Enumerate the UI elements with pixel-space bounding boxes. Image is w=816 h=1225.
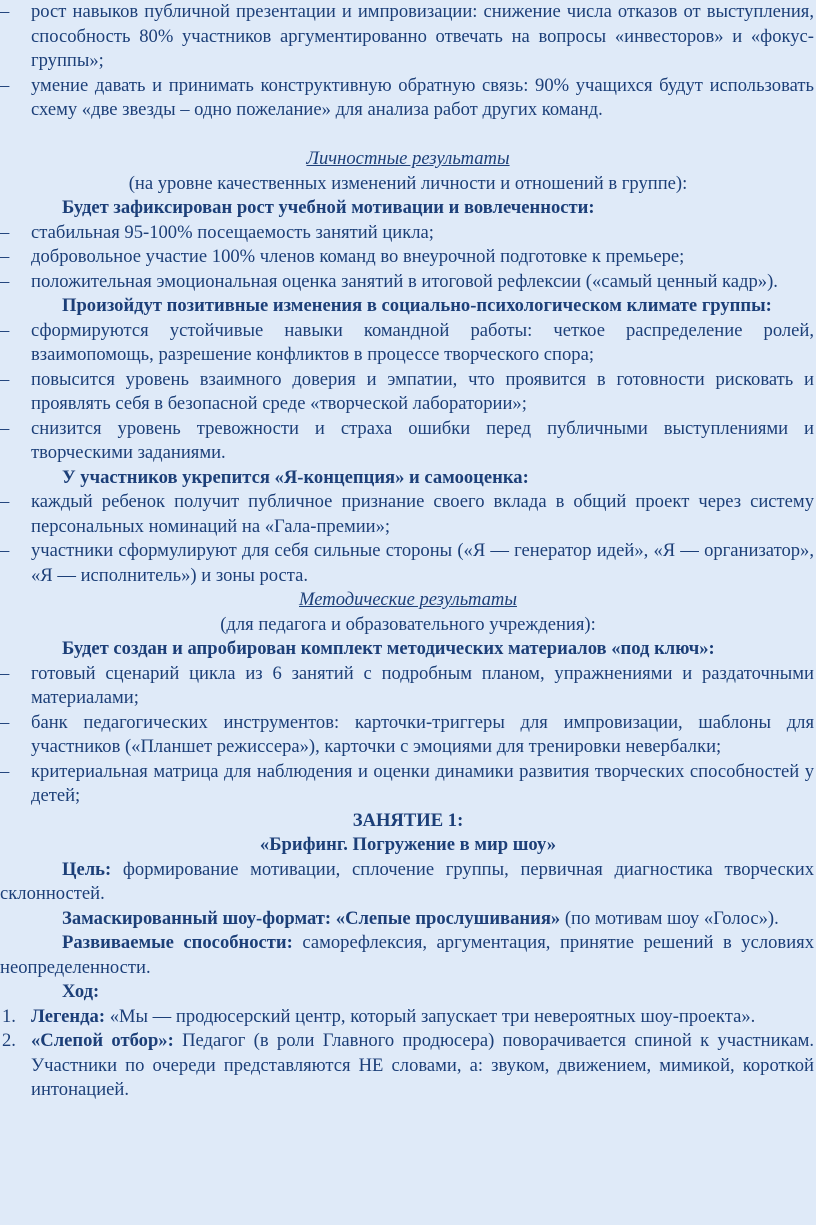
section-heading-methodical: Методические результаты — [299, 589, 517, 610]
dash-marker: – — [0, 540, 10, 561]
methodical-list — [0, 662, 816, 809]
block-title-climate: Произойдут позитивные изменения в социально-психологическом климате группы: — [62, 295, 772, 316]
list-item: – критериальная матрица для наблюдения и оценки динамики развития творческих способностей у детей; — [0, 760, 814, 806]
format-name: «Слепые прослушивания» — [331, 907, 561, 929]
skills-text: саморефлексия, аргументация, принятие решений в условиях неопределенности. — [0, 932, 814, 978]
dash-marker: – — [0, 221, 10, 243]
list-item: – участники сформулируют для себя сильные стороны («Я — генератор идей», «Я — организатор», «Я — исполнитель») и зоны роста. — [0, 540, 814, 586]
dash-marker: – — [0, 760, 10, 782]
lesson-course-label: Ход: — [62, 981, 100, 1002]
goal-text: формирование мотивации, сплочение группы, первичная диагностика творческих склонностей. — [0, 858, 814, 904]
section-subheading-methodical: (для педагога и образовательного учреждения): — [220, 613, 596, 635]
list-item: – банк педагогических инструментов: карточки-триггеры для импровизации, шаблоны для участников («Планшет режиссера»), карточки с эмоциями для тренировки невербалки; — [0, 711, 814, 757]
dash-marker: – — [0, 319, 10, 341]
format-text: (по мотивам шоу «Голос»). — [560, 907, 779, 929]
dash-marker: – — [0, 417, 10, 439]
motivation-list — [0, 221, 816, 295]
dash-marker: – — [0, 1, 10, 22]
self-concept-list — [0, 490, 816, 588]
list-item: – стабильная 95-100% посещаемость занятий цикла; — [0, 221, 816, 246]
lesson-goal — [0, 858, 816, 907]
dash-marker: – — [0, 711, 10, 733]
lesson-steps — [0, 1005, 816, 1103]
block-title-methodical: Будет создан и апробирован комплект методических материалов «под ключ»: — [62, 638, 715, 659]
format-label: Замаскированный шоу-формат: — [62, 907, 332, 929]
list-item: – умение давать и принимать конструктивную обратную связь: 90% учащихся будут использовать схему «две звезды – одно пожелание» для анализа работ других команд. — [0, 74, 814, 120]
block-title-motivation: Будет зафиксирован рост учебной мотивации и вовлеченности: — [62, 197, 595, 218]
list-item: – сформируются устойчивые навыки командной работы: четкое распределение ролей, взаимопомощь, разрешение конфликтов в процессе творческого спора; — [0, 319, 814, 365]
step-number: 2. — [2, 1030, 16, 1051]
lesson-format — [0, 907, 816, 932]
list-item: – добровольное участие 100% членов команд во внеурочной подготовке к премьере; — [0, 245, 816, 270]
lesson-title: ЗАНЯТИЕ 1: — [352, 809, 464, 831]
list-item: – положительная эмоциональная оценка занятий в итоговой рефлексии («самый ценный кадр»). — [0, 270, 816, 295]
section-subheading-personal: (на уровне качественных изменений личности и отношений в группе): — [128, 172, 688, 194]
step-number: 1. — [2, 1005, 16, 1027]
step-item: 2. «Слепой отбор»: Педагог (в роли Главного продюсера) поворачивается спиной к участникам. Участники по очереди представляются НЕ словами, а: звуком, движением, мимикой, короткой интонацией. — [2, 1030, 815, 1100]
lesson-skills — [0, 931, 816, 980]
dash-marker: – — [0, 491, 10, 512]
list-item: – повысится уровень взаимного доверия и эмпатии, что проявится в готовности рисковать и проявлять себя в безопасной среде «творческой лаборатории»; — [0, 368, 814, 414]
section-heading-personal: Личностные результаты — [306, 148, 510, 169]
goal-label: Цель: — [62, 858, 112, 880]
list-item: – готовый сценарий цикла из 6 занятий с подробным планом, упражнениями и раздаточными материалами; — [0, 662, 814, 708]
dash-marker: – — [0, 270, 10, 292]
skills-list — [0, 0, 816, 123]
list-item: – рост навыков публичной презентации и импровизации: снижение числа отказов от выступления, способность 80% участников аргументированно отвечать на вопросы «инвесторов» и «фокус-группы»; — [0, 1, 814, 71]
dash-marker: – — [0, 368, 10, 390]
list-item: – каждый ребенок получит публичное признание своего вклада в общий проект через систему персональных номинаций на «Гала-премии»; — [0, 491, 814, 537]
list-item: – снизится уровень тревожности и страха ошибки перед публичными выступлениями и творческими заданиями. — [0, 417, 814, 463]
block-title-self-concept: У участников укрепится «Я-концепция» и самооценка: — [62, 466, 529, 488]
lesson-subtitle: «Брифинг. Погружение в мир шоу» — [259, 834, 557, 855]
dash-marker: – — [0, 246, 10, 267]
climate-list — [0, 319, 816, 466]
step-item: 1. Легенда: «Мы — продюсерский центр, который запускает три невероятных шоу-проекта». — [0, 1005, 816, 1030]
dash-marker: – — [0, 74, 10, 96]
dash-marker: – — [0, 662, 10, 684]
skills-label: Развиваемые способности: — [62, 932, 293, 953]
